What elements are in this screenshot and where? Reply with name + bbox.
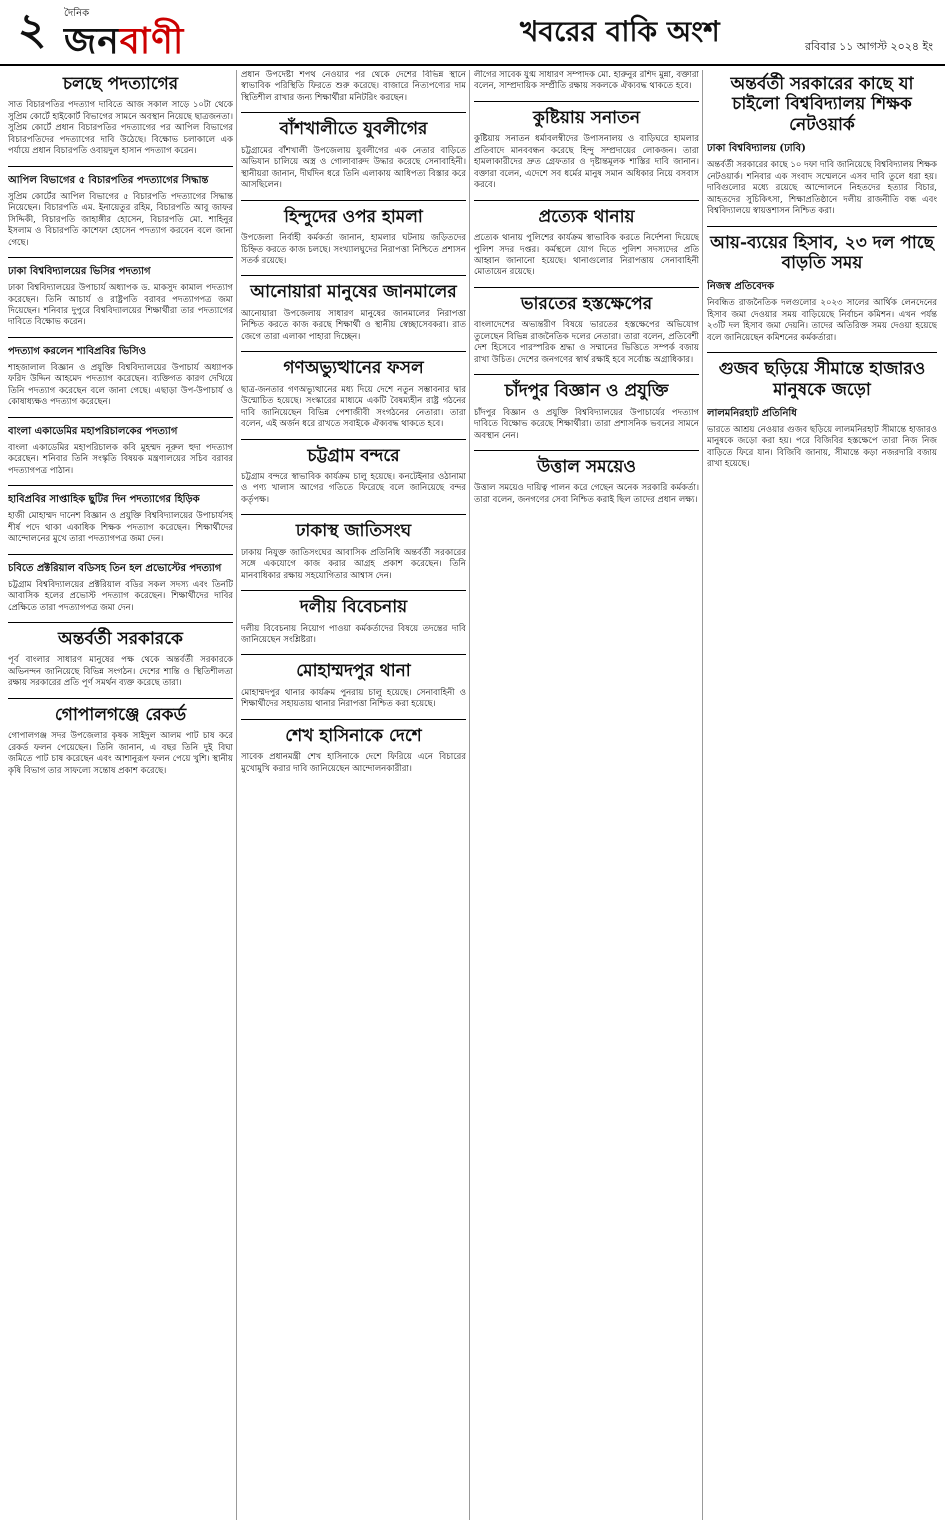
story-divider (474, 101, 699, 102)
story-divider (474, 374, 699, 375)
story-subhead: নিজস্ব প্রতিবেদক (707, 281, 775, 293)
story (241, 597, 466, 646)
story (707, 74, 937, 218)
story (241, 70, 466, 104)
story (474, 294, 699, 366)
story (474, 70, 699, 93)
story-divider (241, 351, 466, 352)
story-divider (8, 337, 233, 338)
story-divider (707, 352, 937, 353)
story-headline: অন্তর্বর্তী সরকারকে (58, 629, 183, 650)
story (8, 264, 233, 329)
story-body: ছাত্র-জনতার গণঅভ্যুত্থানের মধ্য দিয়ে দেশে নতুন সম্ভাবনার দ্বার উন্মোচিত হয়েছে। সংস্কারের মাধ্যমে একটি বৈষম্যহীন রাষ্ট্র গঠনের দাবি জানিয়েছেন বিভিন্ন পেশাজীবী সংগঠনের নেতারা। তারা বলেন, এই অর্জন ধরে রাখতে সবাইকে ঐক্যবদ্ধ থাকতে হবে। (241, 384, 466, 430)
story (8, 173, 233, 249)
story-divider (241, 200, 466, 201)
story-body: উত্তাল সময়েও দায়িত্ব পালন করে গেছেন অনেক সরকারি কর্মকর্তা। তারা বলেন, জনগণের সেবা নিশ্চিত করাই ছিল তাদের প্রধান লক্ষ্য। (474, 483, 699, 505)
story-subhead: ঢাকা বিশ্ববিদ্যালয় (ঢাবি) (707, 143, 806, 155)
story-body: সুপ্রিম কোর্টের আপিল বিভাগের ৫ বিচারপতি পদত্যাগের সিদ্ধান্ত নিয়েছেন। বিচারপতি এম. ইনায়েতুর রহিম, বিচারপতি আবু জাফর সিদ্দিকী, বিচারপতি জাহাঙ্গীর হোসেন, বিচারপতি মো. শাহিনুর ইসলাম ও বিচারপতি কাশেফা হোসেন পদত্যাগ করবেন বলে জানা গেছে। (8, 191, 233, 248)
story-body: চাঁদপুর বিজ্ঞান ও প্রযুক্তি বিশ্ববিদ্যালয়ের উপাচার্যের পদত্যাগ দাবিতে বিক্ষোভ করেছে শিক্ষার্থীরা। তারা প্রশাসনিক ভবনের সামনে অবস্থান নেন। (474, 407, 699, 441)
story-body: দলীয় বিবেচনায় নিয়োগ পাওয়া কর্মকর্তাদের বিষয়ে তদন্তের দাবি জানিয়েছেন সংশ্লিষ্টরা। (241, 623, 466, 645)
story-divider (8, 257, 233, 258)
logo-name: জনবাণী (64, 20, 185, 62)
story-body: হাজী মোহাম্মদ দানেশ বিজ্ঞান ও প্রযুক্তি বিশ্ববিদ্যালয়ের উপাচার্যসহ শীর্ষ পদে থাকা একাধিক শিক্ষক পদত্যাগ করেছেন। শিক্ষার্থীদের আন্দোলনের মুখে তারা পদত্যাগপত্র জমা দেন। (8, 511, 233, 545)
story-subhead: বাংলা একাডেমির মহাপরিচালকের পদত্যাগ (8, 425, 178, 437)
story-divider (8, 554, 233, 555)
story-body: প্রধান উপদেষ্টা শপথ নেওয়ার পর থেকে দেশের বিভিন্ন স্থানে স্বাভাবিক পরিস্থিতি ফিরতে শুরু করেছে। বাজারে নিত্যপণ্যের দাম স্থিতিশীল রাখার জন্য শিক্ষার্থীরা মনিটরিং করছেন। (241, 70, 466, 103)
story-body: মোহাম্মদপুর থানার কার্যক্রম পুনরায় চালু হয়েছে। সেনাবাহিনী ও শিক্ষার্থীদের সহায়তায় থানার নিরাপত্তা নিশ্চিত করা হয়েছে। (241, 687, 466, 710)
story-body: লীগের সাবেক যুগ্ম সাধারণ সম্পাদক মো. হারুনুর রশিদ মুন্না, বক্তারা বলেন, সাম্প্রদায়িক সম্প্রীতি রক্ষায় সকলকে ঐক্যবদ্ধ থাকতে হবে। (474, 70, 699, 92)
story-headline: ভারতের হস্তক্ষেপের (520, 293, 653, 314)
story-divider (8, 417, 233, 418)
story-divider (8, 622, 233, 623)
column-1 (8, 70, 233, 1520)
story-body: সাত বিচারপতির পদত্যাগ দাবিতে আজ সকাল সাড়ে ১০টা থেকে সুপ্রিম কোর্টে হাইকোর্ট বিভাগের সামনে অবস্থান নিয়েছে ছাত্রজনতা। সুপ্রিম কোর্টে প্রধান বিচারপতির পদত্যাগের পর আপিল বিভাগের বিচারপতিদের পদত্যাগের দাবি উঠেছে। বিক্ষোভ চলাকালে এক পর্যায়ে প্রধান বিচারপতি ওবায়দুল হাসান পদত্যাগ করেন। (8, 100, 233, 157)
story-body: ঢাকায় নিযুক্ত জাতিসংঘের আবাসিক প্রতিনিধি অন্তর্বর্তী সরকারের সঙ্গে একযোগে কাজ করার আগ্রহ প্রকাশ করেছেন। তিনি মানবাধিকার রক্ষায় সহযোগিতার আশ্বাস দেন। (241, 547, 466, 581)
story (8, 74, 233, 158)
story (241, 726, 466, 775)
story-headline: চট্টগ্রাম বন্দরে (307, 445, 400, 466)
story-body: বাংলা একাডেমির মহাপরিচালক কবি মুহম্মদ নূরুল হুদা পদত্যাগ করেছেন। শনিবার তিনি সংস্কৃতি বিষয়ক মন্ত্রণালয়ের সচিব বরাবর পদত্যাগপত্র পাঠান। (8, 442, 233, 476)
story-headline: দলীয় বিবেচনায় (299, 597, 408, 618)
story-headline: গোপালগঞ্জে রেকর্ড (54, 704, 187, 725)
story-headline: প্রত্যেক থানায় (538, 206, 635, 227)
story-body: নিবন্ধিত রাজনৈতিক দলগুলোর ২০২৩ সালের আর্থিক লেনদেনের হিসাব জমা দেওয়ার সময় বাড়িয়েছে নির্বাচন কমিশন। এখন পর্যন্ত ২৩টি দল হিসাব জমা দেয়নি। তাদের অতিরিক্ত সময় দেওয়া হয়েছে বলে জানিয়েছেন কমিশনের কর্মকর্তারা। (707, 298, 937, 343)
story (8, 344, 233, 409)
story-body: চট্টগ্রাম বিশ্ববিদ্যালয়ের প্রক্টরিয়াল বডির সকল সদস্য এবং তিনটি আবাসিক হলের প্রভোস্ট পদত্যাগ করেছেন। শিক্ষার্থীদের দাবির প্রেক্ষিতে তারা পদত্যাগপত্র জমা দেন। (8, 579, 233, 613)
story-body: বাংলাদেশের অভ্যন্তরীণ বিষয়ে ভারতের হস্তক্ষেপের অভিযোগ তুলেছেন বিভিন্ন রাজনৈতিক দলের নেতারা। তারা বলেন, প্রতিবেশী দেশ হিসেবে পারস্পরিক শ্রদ্ধা ও সম্মানের ভিত্তিতে সম্পর্ক বজায় রাখা উচিত। দেশের জনগণের স্বার্থ রক্ষাই হবে সর্বোচ্চ অগ্রাধিকার। (474, 320, 699, 365)
story (241, 207, 466, 268)
newspaper-logo (64, 6, 264, 62)
story-body: পূর্ব বাংলার সাধারণ মানুষের পক্ষ থেকে অন্তর্বর্তী সরকারকে অভিনন্দন জানিয়েছে বিভিন্ন সংগঠন। দেশের শান্তি ও স্থিতিশীলতা রক্ষায় সরকারের প্রতি পূর্ণ সমর্থন ব্যক্ত করেছে তারা। (8, 655, 233, 689)
story (8, 492, 233, 545)
story-subhead: আপিল বিভাগের ৫ বিচারপতির পদত্যাগের সিদ্ধান্ত (8, 174, 209, 186)
story-headline: আয়-ব্যয়ের হিসাব, ২৩ দল পাছে বাড়তি সময় (710, 232, 934, 273)
story-subhead: চবিতে প্রক্টরিয়াল বডিসহ তিন হল প্রভোস্টের পদত্যাগ (8, 562, 222, 574)
column-4 (707, 70, 937, 1520)
story-body: চট্টগ্রামের বাঁশখালী উপজেলায় যুবলীগের এক নেতার বাড়িতে অভিযান চালিয়ে অস্ত্র ও গোলাবারুদ উদ্ধার করেছে সেনাবাহিনী। স্থানীয়রা জানান, দীর্ঘদিন ধরে তিনি এলাকায় আধিপত্য বিস্তার করে আসছিলেন। (241, 145, 466, 191)
story-divider (474, 287, 699, 288)
story-body: গোপালগঞ্জ সদর উপজেলার কৃষক সাইদুল আলম পাট চাষ করে রেকর্ড ফলন পেয়েছেন। তিনি জানান, এ বছর তিনি দুই বিঘা জমিতে পাট চাষ করেছেন এবং আশানুরূপ ফলন পেয়ে খুশি। স্থানীয় কৃষি বিভাগ তার সাফল্যে সন্তোষ প্রকাশ করেছে। (8, 731, 233, 776)
dateline: রবিবার ১১ আগস্ট ২০২৪ ইং (804, 40, 933, 53)
story-headline: মোহাম্মদপুর থানা (296, 661, 411, 682)
logo-daily: দৈনিক (64, 8, 90, 19)
story (707, 233, 937, 345)
story-subhead: ঢাকা বিশ্ববিদ্যালয়ের ভিসির পদত্যাগ (8, 266, 151, 278)
story (474, 381, 699, 442)
story (8, 629, 233, 690)
story (241, 358, 466, 430)
story-headline: উত্তাল সময়েও (537, 457, 636, 477)
masthead (0, 0, 945, 66)
story (241, 119, 466, 191)
story-divider (8, 485, 233, 486)
story-subhead: লালমনিরহাট প্রতিনিধি (707, 407, 797, 419)
story-body: শাহজালাল বিজ্ঞান ও প্রযুক্তি বিশ্ববিদ্যালয়ের উপাচার্য অধ্যাপক ফরিদ উদ্দিন আহমেদ পদত্যাগ করেছেন। ব্যক্তিগত কারণ দেখিয়ে তিনি পদত্যাগ করেছেন বলে জানা গেছে। এছাড়া উপ-উপাচার্য ও কোষাধ্যক্ষও পদত্যাগ করেছেন। (8, 362, 233, 408)
story-body: চট্টগ্রাম বন্দরে স্বাভাবিক কার্যক্রম চালু হয়েছে। কনটেইনার ওঠানামা ও পণ্য খালাস আগের গতিতে ফিরেছে বলে জানিয়েছে বন্দর কর্তৃপক্ষ। (241, 471, 466, 505)
story (241, 446, 466, 507)
story-body: ভারতে আশ্রয় নেওয়ার গুজব ছড়িয়ে লালমনিরহাট সীমান্তে হাজারও মানুষকে জড়ো করা হয়। পরে বিজিবির হস্তক্ষেপে তারা নিজ নিজ বাড়িতে ফিরে যান। বিজিবি জানায়, সীমান্তে কড়া নজরদারি বজায় রাখা হয়েছে। (707, 424, 937, 470)
story-headline: ঢাকাস্থ জাতিসংঘ (295, 521, 412, 542)
story-divider (241, 439, 466, 440)
story-headline: বাঁশখালীতে যুবলীগের (279, 119, 428, 140)
story-divider (474, 450, 699, 451)
story-divider (241, 719, 466, 720)
story (474, 207, 699, 279)
story-body: আনোয়ারা উপজেলায় সাধারণ মানুষের জানমালের নিরাপত্তা নিশ্চিত করতে কাজ করছে শিক্ষার্থী ও স্থানীয় স্বেচ্ছাসেবকরা। রাত জেগে তারা এলাকা পাহারা দিচ্ছেন। (241, 308, 466, 342)
story-body: ঢাকা বিশ্ববিদ্যালয়ের উপাচার্য অধ্যাপক ড. মাকসুদ কামাল পদত্যাগ করেছেন। তিনি আচার্য ও রাষ্ট্রপতি বরাবর পদত্যাগপত্র জমা দিয়েছেন। শনিবার দুপুরে বিশ্ববিদ্যালয়ের শিক্ষার্থীরা তার পদত্যাগের দাবিতে বিক্ষোভ করেন। (8, 283, 233, 328)
story-body: প্রত্যেক থানায় পুলিশের কার্যক্রম স্বাভাবিক করতে নির্দেশনা দিয়েছে পুলিশ সদর দপ্তর। কর্মস্থলে যোগ দিতে পুলিশ সদস্যদের প্রতি আহ্বান জানানো হয়েছে। থানাগুলোর নিরাপত্তায় সেনাবাহিনী মোতায়েন রয়েছে। (474, 233, 699, 278)
story-headline: অন্তর্বর্তী সরকারের কাছে যা চাইলো বিশ্ববিদ্যালয় শিক্ষক নেটওয়ার্ক (730, 74, 914, 135)
story-body: কুষ্টিয়ায় সনাতন ধর্মাবলম্বীদের উপাসনালয় ও বাড়িঘরে হামলার প্রতিবাদে মানববন্ধন করেছে হিন্দু সম্প্রদায়ের লোকজন। তারা হামলাকারীদের দ্রুত গ্রেফতার ও দৃষ্টান্তমূলক শাস্তির দাবি জানান। বক্তারা বলেন, এদেশে সব ধর্মের মানুষ সমান অধিকার নিয়ে বসবাস করবে। (474, 134, 699, 191)
story-headline: আনোয়ারা মানুষের জানমালের (250, 282, 457, 303)
story-divider (241, 112, 466, 113)
story-headline: কুষ্টিয়ায় সনাতন (532, 107, 641, 128)
story (474, 108, 699, 192)
story-subhead: হাবিপ্রবির সাপ্তাহিক ছুটির দিন পদত্যাগের হিড়িক (8, 494, 200, 506)
story-divider (707, 226, 937, 227)
story-body: অন্তর্বর্তী সরকারের কাছে ১০ দফা দাবি জানিয়েছে বিশ্ববিদ্যালয় শিক্ষক নেটওয়ার্ক। শনিবার এক সংবাদ সম্মেলনে এসব দাবি তুলে ধরা হয়। দাবিগুলোর মধ্যে রয়েছে আন্দোলনে নিহতদের হত্যার বিচার, আহতদের সুচিকিৎসা, শিক্ষাপ্রতিষ্ঠানে দলীয় রাজনীতি বন্ধ এবং বিশ্ববিদ্যালয়ে স্বায়ত্তশাসন নিশ্চিত করা। (707, 160, 937, 217)
story (241, 282, 466, 343)
story-subhead: পদত্যাগ করলেন শাবিপ্রবির ভিসিও (8, 345, 147, 357)
section-title: খবরের বাকি অংশ (520, 15, 720, 48)
story-headline: শেখ হাসিনাকে দেশে (285, 725, 422, 746)
story (8, 705, 233, 777)
story-divider (474, 200, 699, 201)
story-divider (241, 275, 466, 276)
story-divider (8, 698, 233, 699)
story (8, 424, 233, 477)
story (241, 661, 466, 710)
story (8, 561, 233, 614)
column-2 (241, 70, 466, 1520)
story-body: সাবেক প্রধানমন্ত্রী শেখ হাসিনাকে দেশে ফিরিয়ে এনে বিচারের মুখোমুখি করার দাবি জানিয়েছেন আন্দোলনকারীরা। (241, 752, 466, 774)
story-body: উপজেলা নির্বাহী কর্মকর্তা জানান, হামলার ঘটনায় জড়িতদের চিহ্নিত করতে কাজ চলছে। সংখ্যালঘুদের নিরাপত্তা নিশ্চিতে প্রশাসন সতর্ক রয়েছে। (241, 233, 466, 266)
story (707, 359, 937, 471)
story (241, 521, 466, 582)
story-headline: গুজব ছড়িয়ে সীমান্তে হাজারও মানুষকে জড়ো (718, 359, 926, 400)
story-headline: গণঅভ্যুত্থানের ফসল (283, 358, 424, 379)
story (474, 457, 699, 506)
story-divider (241, 590, 466, 591)
story-divider (241, 514, 466, 515)
page-number: ২ (17, 4, 47, 55)
story-divider (241, 654, 466, 655)
column-3 (474, 70, 699, 1520)
story-headline: চলছে পদত্যাগের (62, 74, 179, 94)
story-headline: চাঁদপুর বিজ্ঞান ও প্রযুক্তি (504, 381, 669, 402)
story-headline: হিন্দুদের ওপর হামলা (284, 206, 423, 227)
story-divider (8, 166, 233, 167)
